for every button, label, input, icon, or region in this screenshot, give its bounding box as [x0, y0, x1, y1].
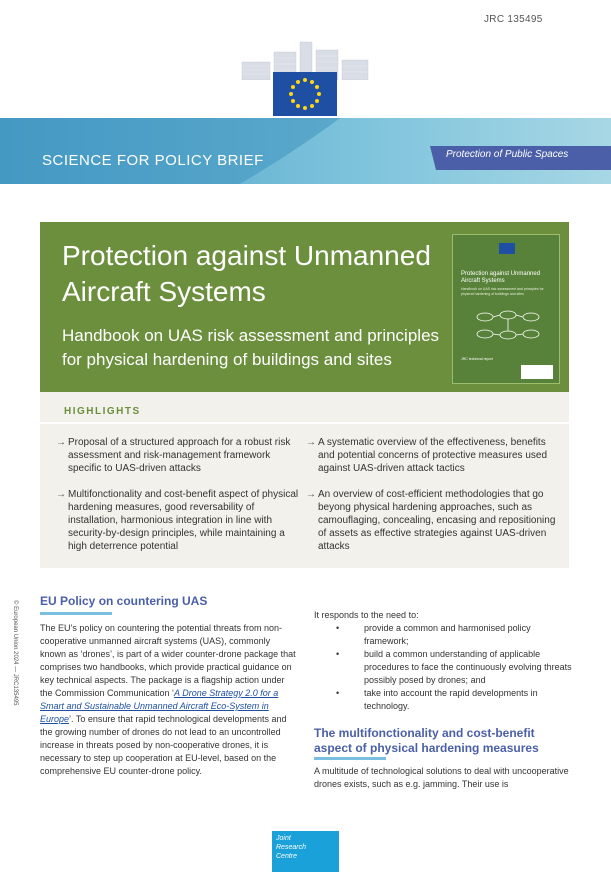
thumbnail-footer: JRC technical report — [461, 357, 493, 361]
drone-icon — [473, 307, 543, 343]
list-item — [314, 622, 574, 648]
arrow-right-icon: → — [306, 489, 316, 500]
topic-label: Protection of Public Spaces — [446, 149, 569, 160]
list-item-text: take into account the rapid developments in technology. — [364, 688, 538, 711]
multifunctionality-paragraph: A multitude of technological solutions to deal with uncooperative drones exists, such as e.g. jamming. Their use is — [314, 766, 569, 789]
list-item-text: build a common understanding of applicable procedures to face the continuously evolving threats possibly posed by drones; and — [364, 649, 572, 685]
jrc-logo-line-1: Joint — [276, 835, 291, 842]
highlight-item — [306, 488, 556, 553]
paragraph-text: ’. To ensure that rapid technological developments and the growing number of drones do not lead to an uncontrolled increase in threats posed by non-cooperative drones, it is necessary to step up cooperation at EU-level, based on the comprehensive EU counter-drone policy. — [40, 714, 287, 776]
drone-strategy-link[interactable]: A Drone Strategy 2.0 for a Smart and Sustainable Unmanned Aircraft Eco-System in Europe — [40, 688, 279, 724]
eu-policy-paragraph — [40, 622, 298, 778]
paragraph-text: The EU’s policy on countering the potential threats from non-cooperative unmanned aircraft systems (UAS), commonly known as ‘drones’, is part of a wider counter-drone package that comprises two handbooks, which provide practical guidance on key technical aspects. The package is a flagship action under the Commission Communication ‘ — [40, 623, 296, 698]
highlights-divider — [40, 422, 569, 424]
list-item-text: provide a common and harmonised policy framework; — [364, 623, 531, 646]
section-rule — [40, 612, 112, 615]
highlight-item — [306, 436, 556, 475]
jrc-logo-line-3: Centre — [276, 853, 298, 860]
bullet-icon: • — [336, 623, 340, 633]
section-heading-eu-policy: EU Policy on countering UAS — [40, 594, 208, 608]
needs-intro: It responds to the need to: — [314, 610, 419, 620]
title-block — [40, 222, 569, 392]
highlight-item — [56, 488, 306, 553]
highlight-text: A systematic overview of the effectiveness, benefits and potential concerns of protective measures used against UAS-driven attack tactics — [318, 437, 548, 474]
thumbnail-title: Protection against Unmanned Aircraft Systems — [461, 271, 541, 284]
arrow-right-icon: → — [306, 437, 316, 448]
side-copyright: © European Union 2024 — JRC135495 — [12, 600, 18, 706]
section-rule — [314, 757, 386, 760]
document-reference: JRC 135495 — [484, 14, 543, 25]
arrow-right-icon: → — [56, 437, 66, 448]
bullet-icon: • — [336, 649, 340, 659]
bullet-icon: • — [336, 688, 340, 698]
thumbnail-eu-flag-icon — [499, 243, 515, 254]
needs-list — [314, 622, 574, 713]
highlights-box — [40, 392, 569, 568]
thumbnail-subtitle: Handbook on UAS risk assessment and principles for physical hardening of buildings and sites — [461, 287, 544, 296]
arrow-right-icon: → — [56, 489, 66, 500]
eu-flag-icon — [273, 72, 337, 116]
highlight-item — [56, 436, 306, 475]
highlights-heading: HIGHLIGHTS — [64, 406, 141, 417]
section-heading-multifunctionality: The multifonctionality and cost-benefit aspect of physical hardening measures — [314, 726, 539, 755]
report-cover-thumbnail — [452, 234, 560, 384]
highlight-text: Proposal of a structured approach for a robust risk assessment and risk-management framework specific to UAS-driven attacks — [68, 437, 291, 474]
main-title: Protection against Unmanned Aircraft Systems — [62, 240, 431, 307]
subtitle: Handbook on UAS risk assessment and principles for physical hardening of buildings and sites — [62, 326, 440, 369]
highlight-text: Multifonctionality and cost-benefit aspect of physical hardening measures, good reversability of installation, harmonious integration in line with security-by-design principles, while maintaining a high deterrence potential — [68, 489, 299, 552]
series-label: SCIENCE FOR POLICY BRIEF — [42, 152, 264, 169]
jrc-logo-line-2: Research — [276, 844, 306, 851]
list-item — [314, 648, 574, 687]
highlight-text: An overview of cost-efficient methodologies that go beyong physical hardening approaches, such as camouflaging, concealing, encasing and repositioning of assets as effective strategies against UAS-driven attacks — [318, 489, 556, 552]
jrc-logo — [272, 831, 339, 872]
list-item — [314, 687, 574, 713]
thumbnail-brand-block — [521, 365, 553, 379]
